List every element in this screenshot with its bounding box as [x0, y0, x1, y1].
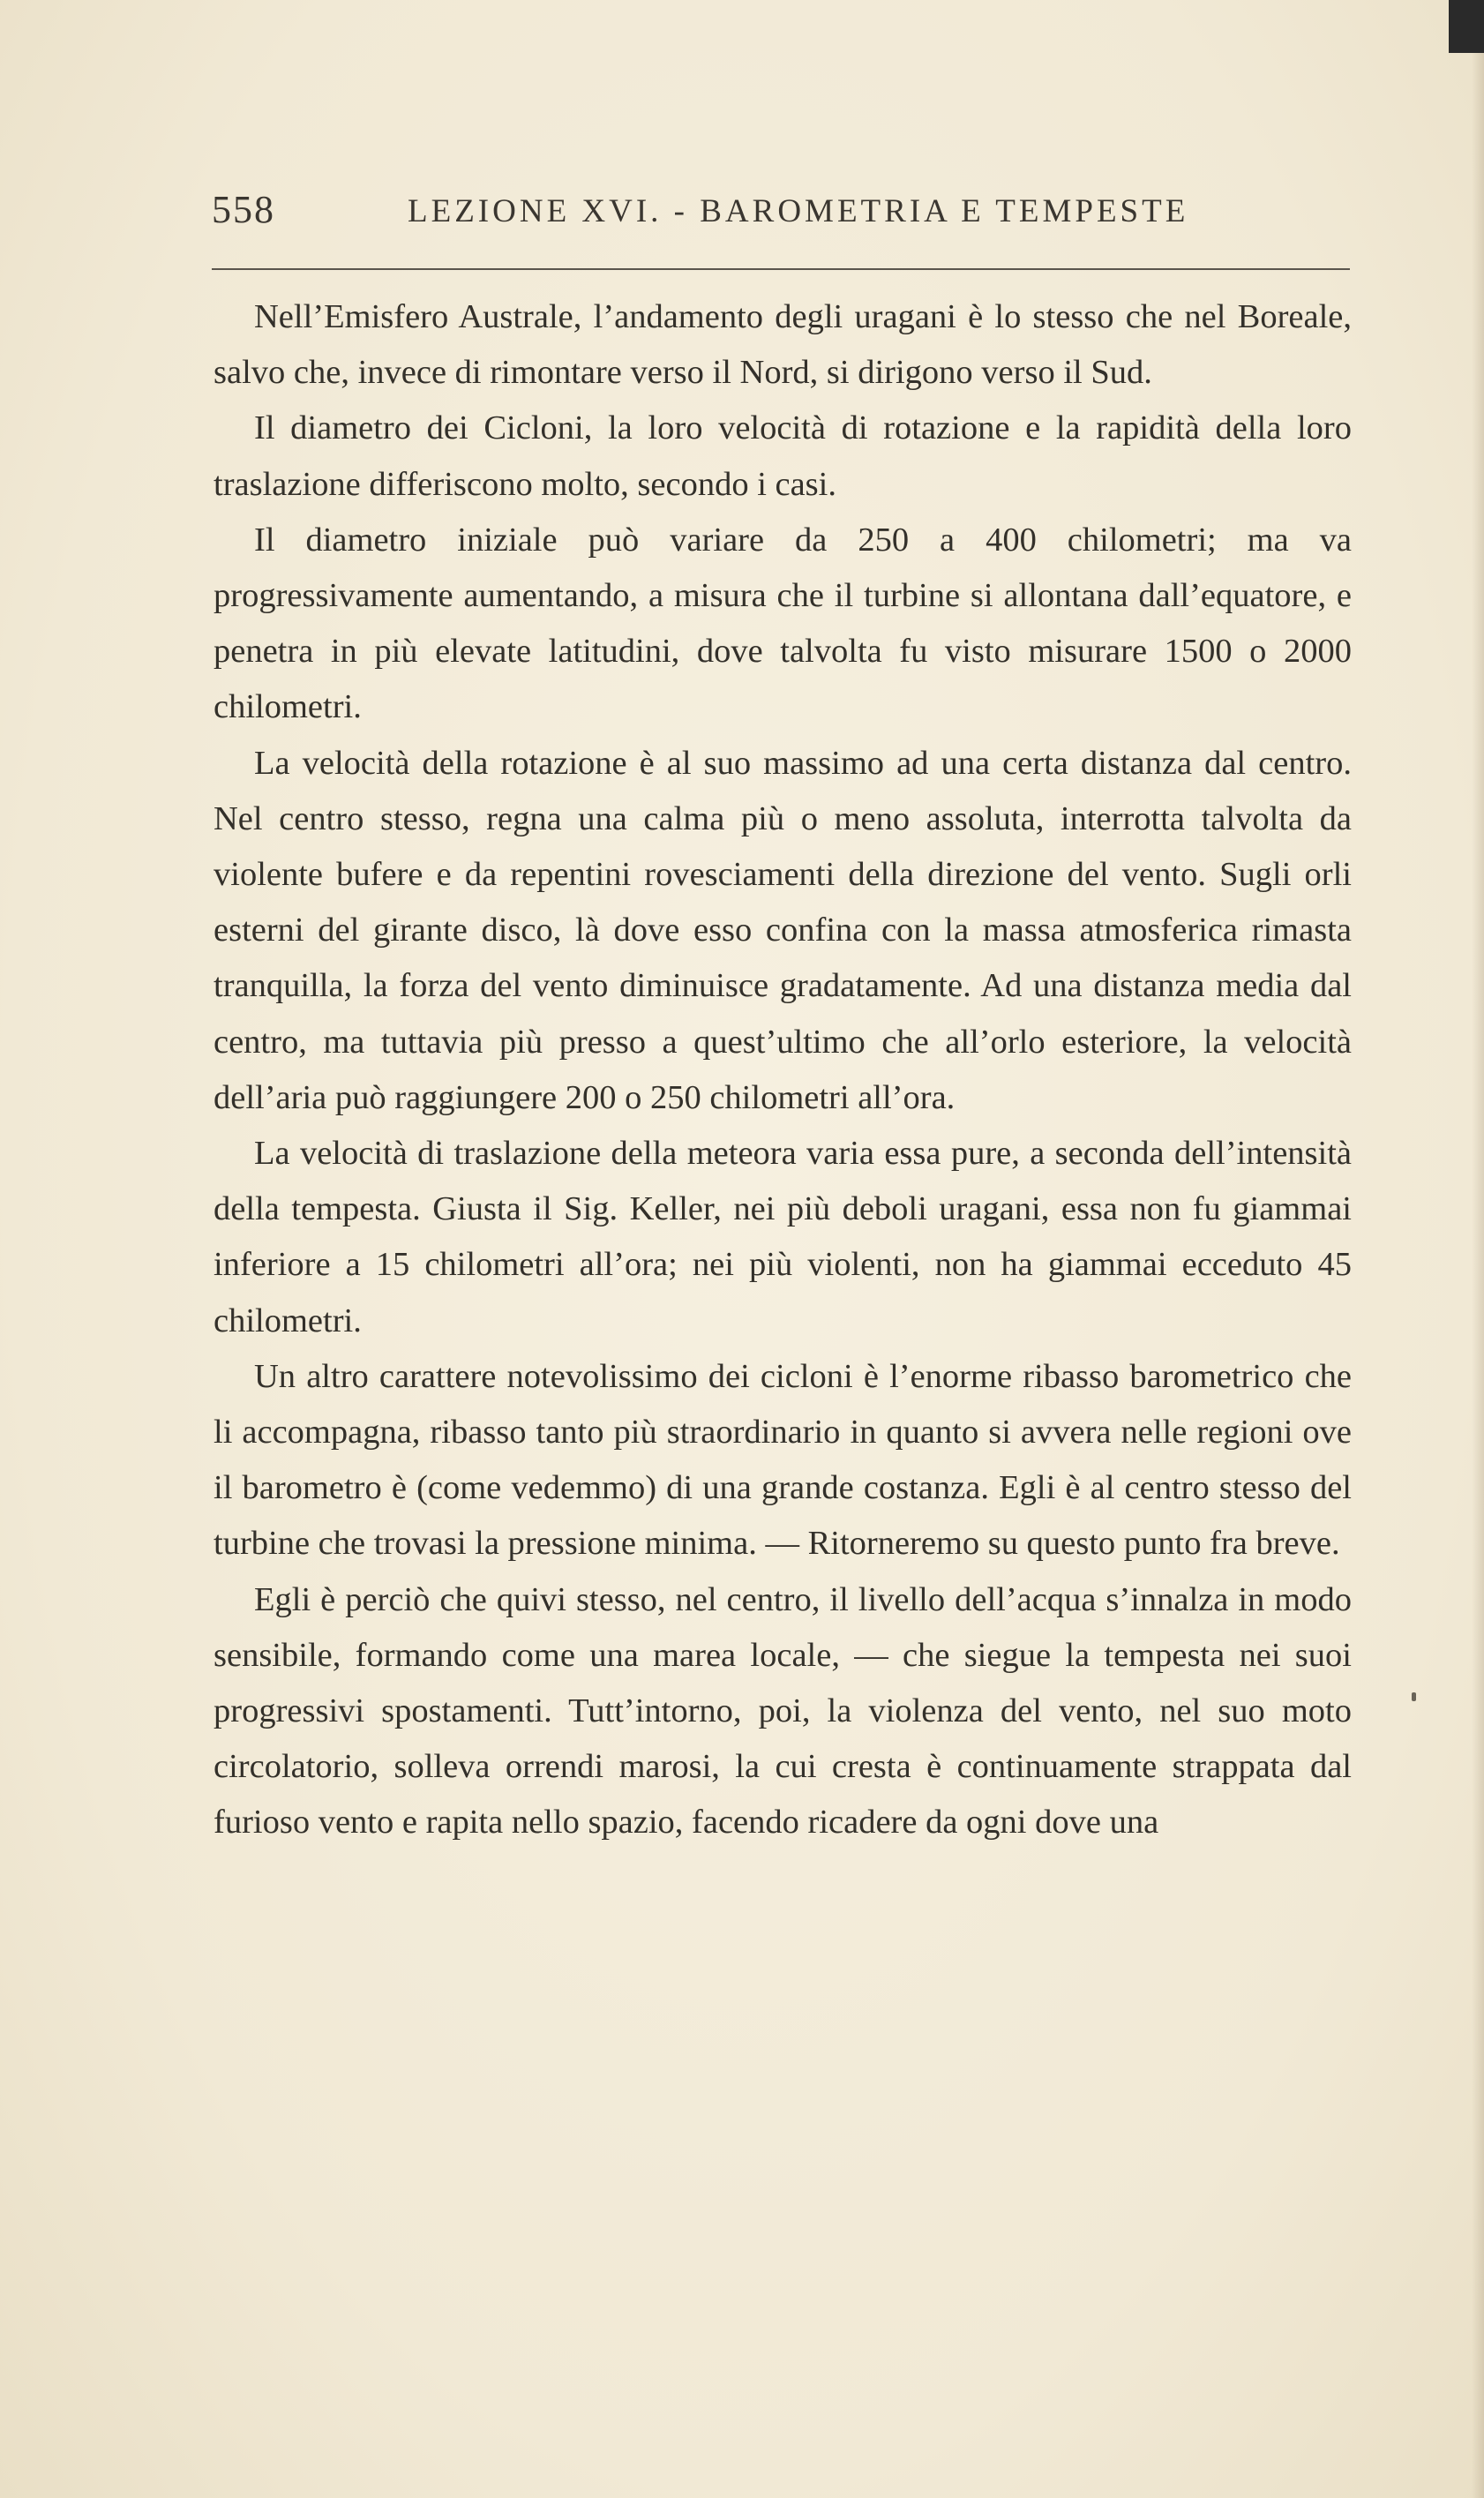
page-number: 558: [212, 188, 275, 231]
paragraph-last: Egli è perciò che quivi stesso, nel centro, il livello dell’acqua s’innalza in modo sensibile, formando come una marea locale, — che siegue la tempesta nei suoi progressivi spostamenti. Tutt’intorno, poi, la violenza del vento, nel suo moto circolatorio, solleva orrendi marosi, la cui cresta è continuamente strappata dal furioso vento e rapita nello spazio, facendo ricadere da ogni dove una: [214, 1580, 1352, 1842]
body-text: [214, 289, 1352, 1851]
ink-speck: [1412, 1692, 1416, 1701]
paragraph: La velocità di traslazione della meteora varia essa pure, a seconda dell’intensità della tempesta. Giusta il Sig. Keller, nei più deboli uragani, essa non fu giammai inferiore a 15 chilometri all’ora; nei più violenti, non ha giammai ecceduto 45 chilometri.: [214, 1135, 1352, 1339]
paragraph: Un altro carattere notevolissimo dei cicloni è l’enorme ribasso barometrico che li accompagna, ribasso tanto più straordinario in quanto si avvera nelle regioni ove il barometro è (come vedemmo) di una grande costanza. Egli è al centro stesso del turbine che trovasi la pressione minima. — Ritorneremo su questo punto fra breve.: [214, 1357, 1352, 1563]
running-head: [212, 187, 1359, 240]
paragraph: Il diametro dei Cicloni, la loro velocità di rotazione e la rapidità della loro traslazione differiscono molto, secondo i casi.: [214, 409, 1352, 503]
running-title: LEZIONE XVI. - BAROMETRIA E TEMPESTE: [408, 193, 1189, 229]
page-edge-shadow: [1472, 0, 1484, 2498]
paragraph: La velocità della rotazione è al suo massimo ad una certa distanza dal centro. Nel centro stesso, regna una calma più o meno assoluta, interrotta talvolta da violente bufere e da repentini rovesciamenti della direzione del vento. Sugli orli esterni del girante disco, là dove esso confina con la massa atmosferica rimasta tranquilla, la forza del vento diminuisce gradatamente. Ad una distanza media dal centro, ma tuttavia più presso a quest’ultimo che all’orlo esteriore, la velocità dell’aria può raggiungere 200 o 250 chilometri all’ora.: [214, 744, 1352, 1116]
paragraph: Nell’Emisfero Australe, l’andamento degli uragani è lo stesso che nel Boreale, salvo che, invece di rimontare verso il Nord, si dirigono verso il Sud.: [214, 298, 1352, 392]
scan-corner-mark: [1449, 0, 1484, 53]
header-rule: [212, 268, 1350, 270]
paragraph: Il diametro iniziale può variare da 250 a 400 chilometri; ma va progressivamente aumentando, a misura che il turbine si allontana dall’equatore, e penetra in più elevate latitudini, dove talvolta fu visto misurare 1500 o 2000 chilometri.: [214, 521, 1352, 726]
